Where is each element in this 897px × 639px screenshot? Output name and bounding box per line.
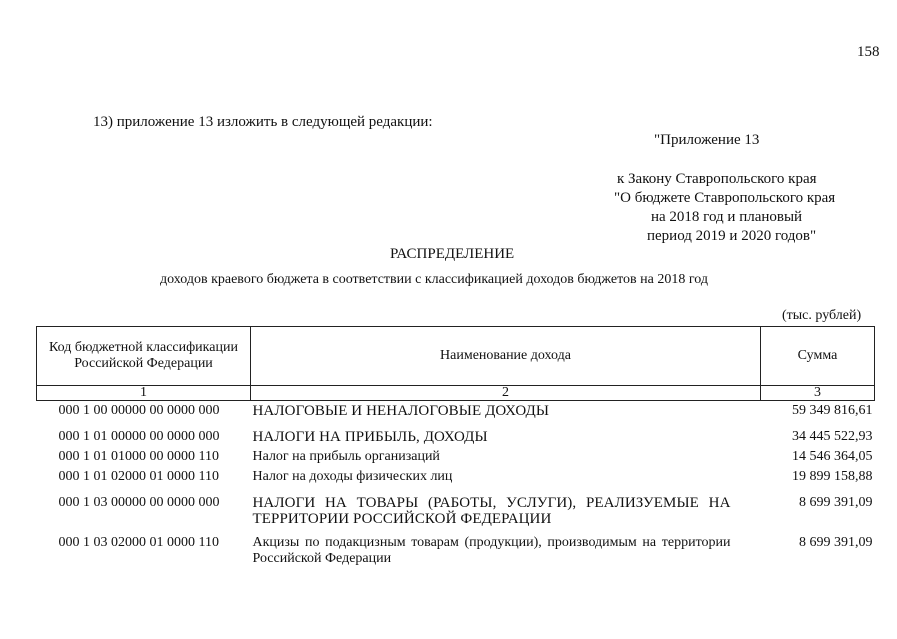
table-header-row <box>37 327 875 386</box>
income-amount: 14 546 364,05 <box>792 449 873 464</box>
intro-text: 13) приложение 13 изложить в следующей редакции: <box>93 114 433 130</box>
table-row <box>37 449 875 469</box>
income-amount: 8 699 391,09 <box>799 535 873 550</box>
column-number: 2 <box>251 386 761 401</box>
appendix-title: "Приложение 13 <box>654 132 760 148</box>
law-reference-line: "О бюджете Ставропольского края <box>614 190 836 206</box>
table-body <box>37 401 875 568</box>
income-code: 000 1 01 01000 00 0000 110 <box>58 449 219 464</box>
income-name: Налог на доходы физических лиц <box>252 469 453 484</box>
income-code: 000 1 03 00000 00 0000 000 <box>58 495 220 510</box>
income-amount: 34 445 522,93 <box>792 429 873 444</box>
income-name: НАЛОГИ НА ПРИБЫЛЬ, ДОХОДЫ <box>252 429 488 445</box>
units-label: (тыс. рублей) <box>782 308 862 323</box>
header-amount: Сумма <box>761 327 875 386</box>
table-row <box>37 469 875 495</box>
income-code: 000 1 01 00000 00 0000 000 <box>58 429 220 444</box>
column-number: 3 <box>761 386 875 401</box>
income-name: Налог на прибыль организаций <box>252 449 440 464</box>
income-name: Акцизы по подакцизным товарам (продукции), производимым на территории Российской Федерации <box>252 535 731 566</box>
budget-table <box>36 326 875 567</box>
income-name: НАЛОГОВЫЕ И НЕНАЛОГОВЫЕ ДОХОДЫ <box>252 403 550 419</box>
page-number: 158 <box>857 44 880 60</box>
law-reference-line: к Закону Ставропольского края <box>617 171 817 187</box>
law-reference-line: на 2018 год и плановый <box>651 209 803 225</box>
table-row <box>37 495 875 535</box>
document-subtitle: доходов краевого бюджета в соответствии с классификацией доходов бюджетов на 2018 год <box>160 272 708 287</box>
table-row <box>37 401 875 430</box>
income-amount: 8 699 391,09 <box>799 495 873 510</box>
income-code: 000 1 03 02000 01 0000 110 <box>58 535 219 550</box>
income-amount: 19 899 158,88 <box>792 469 873 484</box>
income-name: НАЛОГИ НА ТОВАРЫ (РАБОТЫ, УСЛУГИ), РЕАЛИЗУЕМЫЕ НА ТЕРРИТОРИИ РОССИЙСКОЙ ФЕДЕРАЦИИ <box>252 495 731 527</box>
document-title: РАСПРЕДЕЛЕНИЕ <box>390 246 515 262</box>
column-number: 1 <box>37 386 251 401</box>
income-amount: 59 349 816,61 <box>792 403 873 418</box>
header-code: Код бюджетной классификации Российской Федерации <box>37 327 251 386</box>
header-name: Наименование дохода <box>251 327 761 386</box>
income-code: 000 1 00 00000 00 0000 000 <box>58 403 220 418</box>
law-reference-line: период 2019 и 2020 годов" <box>647 228 817 244</box>
table-row <box>37 535 875 567</box>
income-code: 000 1 01 02000 01 0000 110 <box>58 469 219 484</box>
column-number-row <box>37 386 875 401</box>
table-row <box>37 429 875 449</box>
